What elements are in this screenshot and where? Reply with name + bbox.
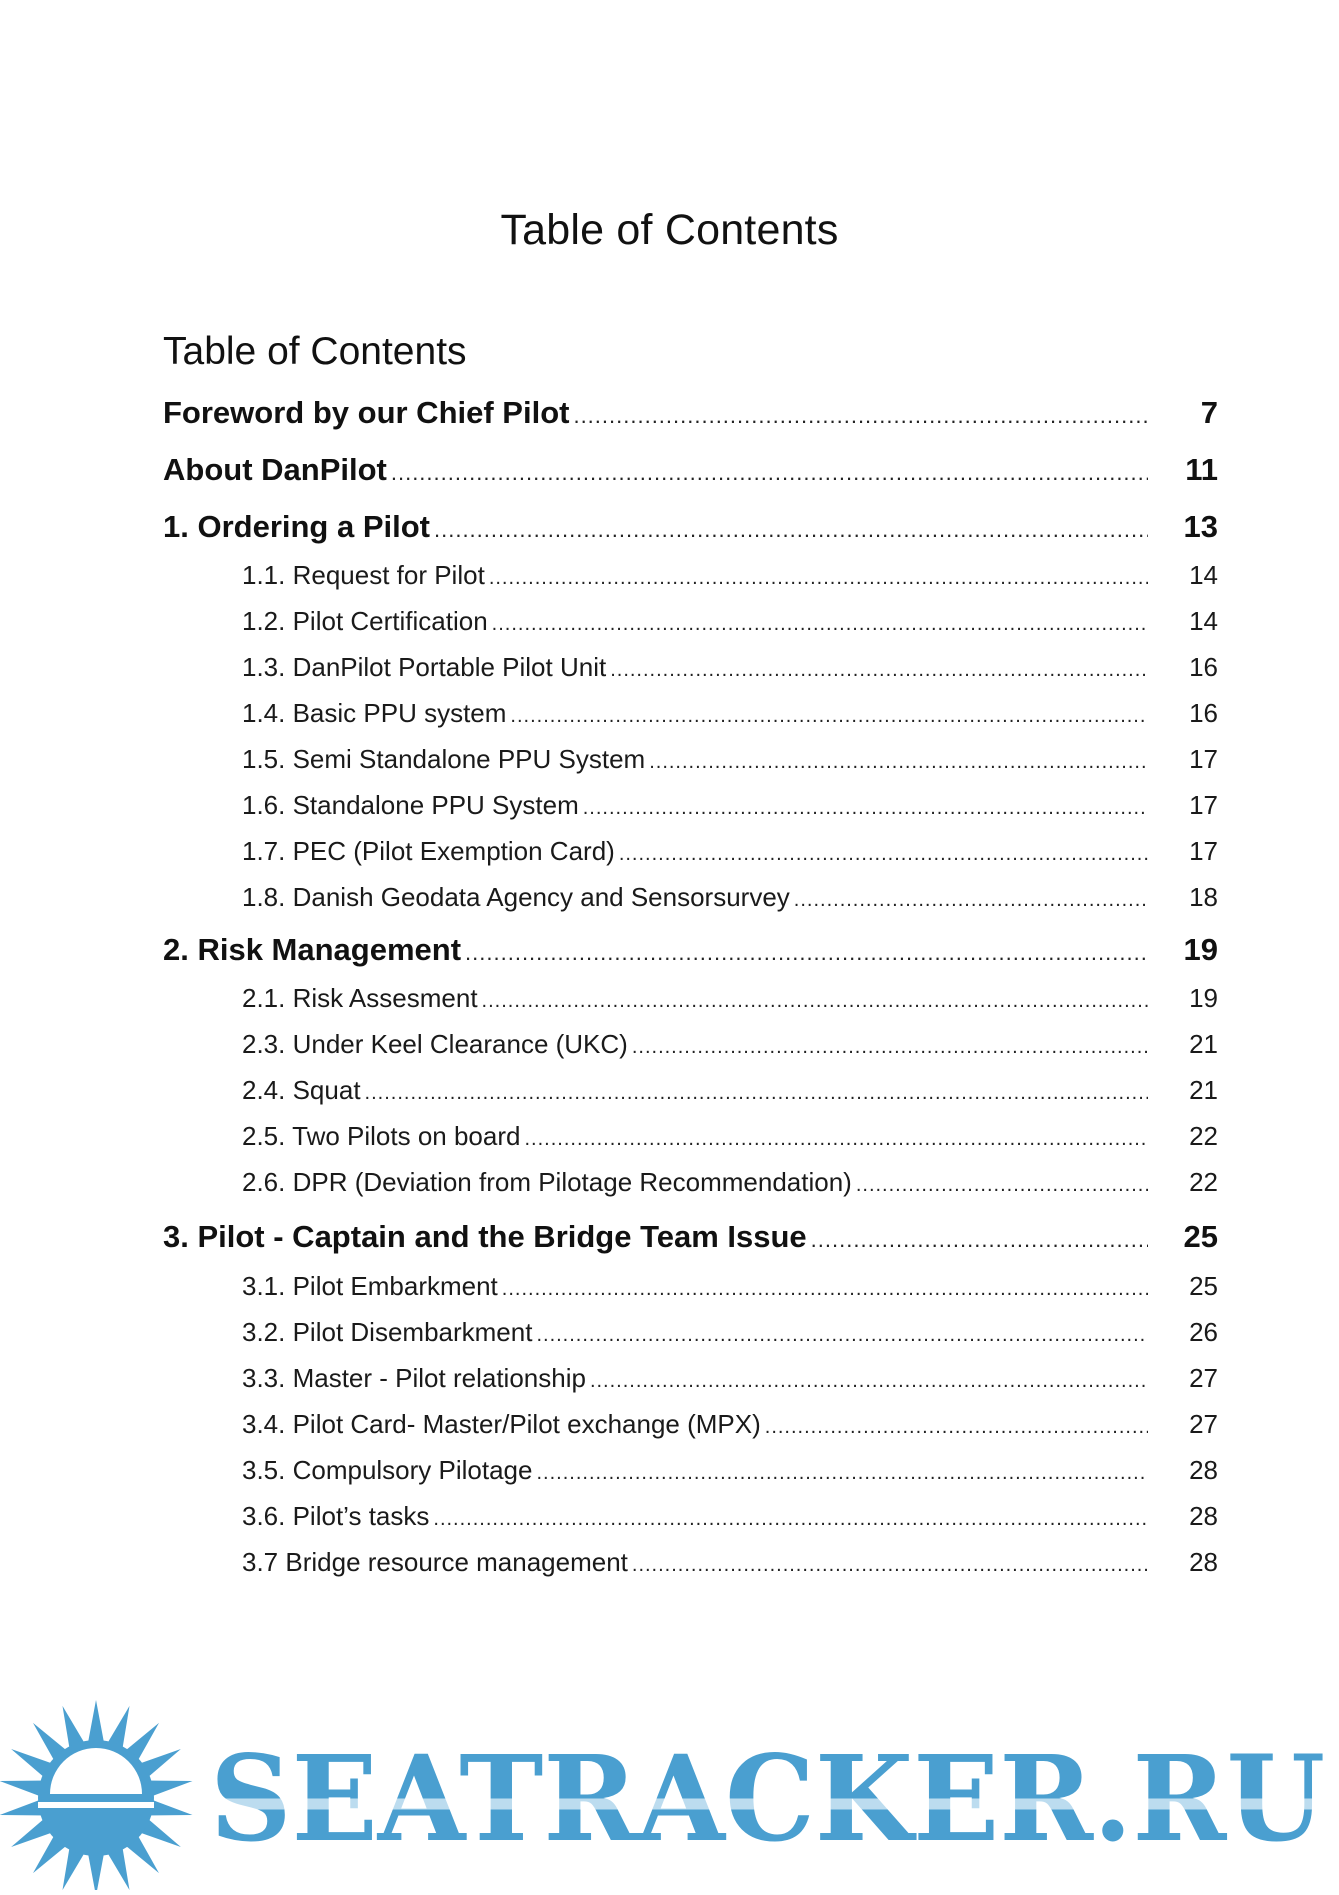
toc-entry-page: 16 bbox=[1189, 652, 1218, 682]
toc-entry-1-7[interactable] bbox=[242, 836, 1218, 870]
toc-entry-page: 22 bbox=[1189, 1167, 1218, 1197]
dot-leader bbox=[811, 1219, 1148, 1255]
toc-entry-page: 13 bbox=[1183, 509, 1218, 544]
toc-entry-label: 2. Risk Management bbox=[163, 932, 462, 967]
toc-entry-label: Foreword by our Chief Pilot bbox=[163, 395, 570, 430]
toc-entry-label: 1.4. Basic PPU system bbox=[242, 698, 507, 728]
dot-leader bbox=[433, 1501, 1148, 1532]
dot-leader bbox=[765, 1409, 1148, 1440]
toc-entry-page: 19 bbox=[1189, 983, 1218, 1013]
dot-leader bbox=[632, 1029, 1148, 1060]
watermark-text: SEATRACKER.RU bbox=[210, 1729, 1325, 1868]
toc-entry-page: 25 bbox=[1189, 1271, 1218, 1301]
dot-leader bbox=[573, 395, 1148, 431]
toc-entry-3-1[interactable] bbox=[242, 1271, 1218, 1305]
toc-entry-1-5[interactable] bbox=[242, 744, 1218, 778]
toc-entry-2-1[interactable] bbox=[242, 983, 1218, 1017]
dot-leader bbox=[856, 1167, 1148, 1198]
dot-leader bbox=[536, 1317, 1148, 1348]
dot-leader bbox=[524, 1121, 1148, 1152]
dot-leader bbox=[434, 509, 1148, 545]
toc-entry-1-8[interactable] bbox=[242, 882, 1218, 916]
toc-entry-page: 21 bbox=[1189, 1029, 1218, 1059]
toc-entry-label: 2.1. Risk Assesment bbox=[242, 983, 478, 1013]
toc-entry-2-3[interactable] bbox=[242, 1029, 1218, 1063]
dot-leader bbox=[502, 1271, 1148, 1302]
dot-leader bbox=[492, 606, 1148, 637]
toc-entry-3-2[interactable] bbox=[242, 1317, 1218, 1351]
dot-leader bbox=[649, 744, 1148, 775]
toc-entry-chapter-3[interactable] bbox=[163, 1219, 1218, 1259]
dot-leader bbox=[482, 983, 1148, 1014]
toc-entry-page: 17 bbox=[1189, 836, 1218, 866]
toc-entry-page: 17 bbox=[1189, 790, 1218, 820]
toc-entry-3-7[interactable] bbox=[242, 1547, 1218, 1581]
toc-entry-3-3[interactable] bbox=[242, 1363, 1218, 1397]
toc-entry-page: 21 bbox=[1189, 1075, 1218, 1105]
dot-leader bbox=[489, 560, 1148, 591]
toc-entry-label: 3.5. Compulsory Pilotage bbox=[242, 1455, 533, 1485]
toc-entry-page: 28 bbox=[1189, 1501, 1218, 1531]
toc-entry-label: 1.8. Danish Geodata Agency and Sensorsurvey bbox=[242, 882, 790, 912]
sun-icon bbox=[0, 1700, 194, 1890]
toc-entry-1-6[interactable] bbox=[242, 790, 1218, 824]
toc-entry-label: 1.5. Semi Standalone PPU System bbox=[242, 744, 646, 774]
toc-entry-chapter-1[interactable] bbox=[163, 509, 1218, 549]
toc-entry-label: 3.3. Master - Pilot relationship bbox=[242, 1363, 586, 1393]
toc-entry-2-5[interactable] bbox=[242, 1121, 1218, 1155]
toc-entry-page: 7 bbox=[1200, 395, 1218, 430]
toc-entry-2-4[interactable] bbox=[242, 1075, 1218, 1109]
toc-entry-1-4[interactable] bbox=[242, 698, 1218, 732]
toc-entry-label: 3.1. Pilot Embarkment bbox=[242, 1271, 498, 1301]
toc-entry-label: 2.3. Under Keel Clearance (UKC) bbox=[242, 1029, 628, 1059]
toc-entry-page: 16 bbox=[1189, 698, 1218, 728]
toc-entry-page: 18 bbox=[1189, 882, 1218, 912]
dot-leader bbox=[510, 698, 1148, 729]
toc-entry-page: 17 bbox=[1189, 744, 1218, 774]
toc-entry-label: 3.7 Bridge resource management bbox=[242, 1547, 628, 1577]
toc-entry-label: 3.4. Pilot Card- Master/Pilot exchange (MPX) bbox=[242, 1409, 761, 1439]
toc-entry-label: 1.1. Request for Pilot bbox=[242, 560, 485, 590]
toc-entry-1-3[interactable] bbox=[242, 652, 1218, 686]
toc-entry-page: 11 bbox=[1185, 452, 1218, 487]
toc-entry-page: 25 bbox=[1183, 1219, 1218, 1254]
dot-leader bbox=[590, 1363, 1148, 1394]
toc-entry-label: 2.6. DPR (Deviation from Pilotage Recommendation) bbox=[242, 1167, 852, 1197]
toc-entry-3-5[interactable] bbox=[242, 1455, 1218, 1489]
dot-leader bbox=[583, 790, 1148, 821]
toc-entry-label: 1.6. Standalone PPU System bbox=[242, 790, 579, 820]
toc-entry-label: 3. Pilot - Captain and the Bridge Team Issue bbox=[163, 1219, 807, 1254]
toc-entry-page: 22 bbox=[1189, 1121, 1218, 1151]
toc-heading: Table of Contents bbox=[163, 330, 467, 373]
toc-entry-page: 14 bbox=[1189, 606, 1218, 636]
watermark-logo bbox=[0, 1690, 1339, 1890]
toc-entry-3-6[interactable] bbox=[242, 1501, 1218, 1535]
toc-entry-page: 28 bbox=[1189, 1547, 1218, 1577]
dot-leader bbox=[365, 1075, 1148, 1106]
toc-entry-page: 19 bbox=[1183, 932, 1218, 967]
toc-entry-label: 2.5. Two Pilots on board bbox=[242, 1121, 521, 1151]
toc-entry-label: 1.2. Pilot Certification bbox=[242, 606, 488, 636]
toc-entry-2-6[interactable] bbox=[242, 1167, 1218, 1201]
toc-entry-page: 27 bbox=[1189, 1363, 1218, 1393]
toc-entry-page: 28 bbox=[1189, 1455, 1218, 1485]
toc-entry-page: 26 bbox=[1189, 1317, 1218, 1347]
dot-leader bbox=[610, 652, 1148, 683]
toc-entry-label: 1.7. PEC (Pilot Exemption Card) bbox=[242, 836, 615, 866]
dot-leader bbox=[536, 1455, 1148, 1486]
toc-entry-label: 2.4. Squat bbox=[242, 1075, 361, 1105]
toc-entry-1-2[interactable] bbox=[242, 606, 1218, 640]
dot-leader bbox=[619, 836, 1148, 867]
toc-entry-label: 1. Ordering a Pilot bbox=[163, 509, 430, 544]
toc-entry-page: 27 bbox=[1189, 1409, 1218, 1439]
dot-leader bbox=[632, 1547, 1148, 1578]
toc-entry-page: 14 bbox=[1189, 560, 1218, 590]
dot-leader bbox=[794, 882, 1148, 913]
toc-entry-about[interactable] bbox=[163, 452, 1218, 492]
toc-entry-label: 1.3. DanPilot Portable Pilot Unit bbox=[242, 652, 607, 682]
toc-entry-chapter-2[interactable] bbox=[163, 932, 1218, 972]
toc-entry-label: 3.2. Pilot Disembarkment bbox=[242, 1317, 533, 1347]
toc-entry-1-1[interactable] bbox=[242, 560, 1218, 594]
dot-leader bbox=[465, 932, 1148, 968]
toc-entry-3-4[interactable] bbox=[242, 1409, 1218, 1443]
dot-leader bbox=[391, 452, 1148, 488]
toc-entry-foreword[interactable] bbox=[163, 395, 1218, 435]
page-title: Table of Contents bbox=[500, 206, 839, 254]
toc-entry-label: 3.6. Pilot’s tasks bbox=[242, 1501, 430, 1531]
toc-entry-label: About DanPilot bbox=[163, 452, 387, 487]
